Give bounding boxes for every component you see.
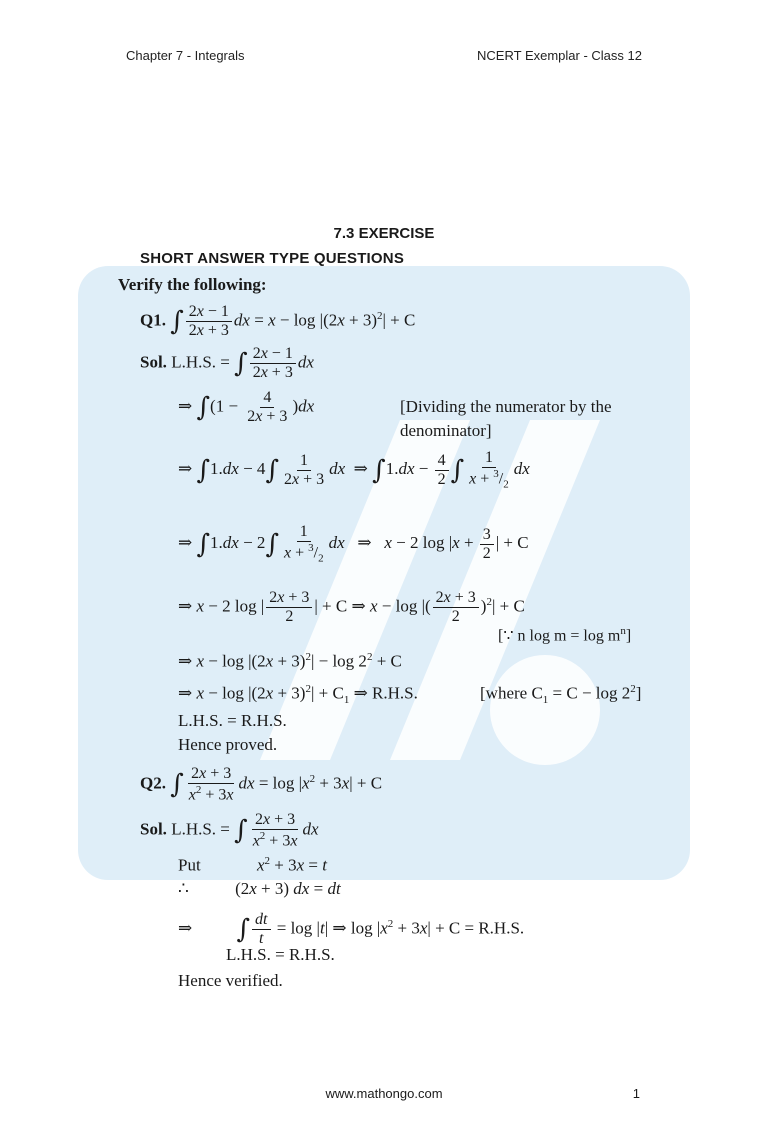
q2-sol-label: Sol.	[140, 819, 167, 839]
q2-therefore: ∴ (2x + 3) dx = dt	[178, 879, 341, 898]
q1-statement: Q1. ∫ $\frac{2x - 1}{2x + 3}$ dx = $x - \log |(2x + 3)^2| + C$	[140, 303, 416, 339]
q2-lhs-rhs: L.H.S. = R.H.S.	[226, 945, 335, 964]
q1-note-divide-2: denominator]	[400, 421, 492, 440]
section-subtitle: SHORT ANSWER TYPE QUESTIONS	[140, 250, 405, 267]
q1-sol-label: Sol.	[140, 352, 167, 372]
q1-step-4: ⇒ x − 2 log | $\frac{2x + 3}{2}$ | + C ⇒ x − log |( $\frac{2x + 3}{2}$ )$^2$| + C	[178, 589, 525, 625]
q1-step-6: ⇒ $x - \log |(2x + 3)^2| + C_1$ ⇒ R.H.S.	[178, 683, 418, 707]
q1-note-log: [∵ n $\log m = \log m^n$]	[498, 625, 632, 645]
q1-lhs-rhs: L.H.S. = R.H.S.	[178, 711, 287, 730]
q2-sol-line: Sol. L.H.S. = ∫ $\frac{2x + 3}{x^2 + 3x}$ dx	[140, 811, 319, 850]
q2-statement: Q2. ∫ $\frac{2x + 3}{x^2 + 3x}$ dx = $\log |x^2 + 3x| + C$	[140, 765, 383, 804]
q1-hence: Hence proved.	[178, 735, 278, 754]
q2-label: Q2.	[140, 773, 166, 793]
q2-put: Put $x^2 + 3x = t$	[178, 855, 327, 875]
q2-hence: Hence verified.	[178, 971, 283, 990]
q1-note-c1: [where $C_1 = C - \log 2^2$]	[480, 683, 642, 707]
intro-text: Verify the following:	[118, 275, 267, 294]
q1-note-divide-1: [Dividing the numerator by the	[400, 397, 612, 416]
page-number: 1	[632, 1086, 640, 1101]
q1-step-2: ⇒ ∫1.dx − 4∫ $\frac{1}{2x + 3}$ dx ⇒ ∫1.dx − $\frac{4}{2}$ ∫ $\frac{1}{x + ^3/_2}$ dx	[178, 449, 530, 491]
q1-step-5: ⇒ $x - \log |(2x + 3)^2| - \log 2^2 + C$	[178, 651, 402, 671]
section-title: 7.3 EXERCISE	[333, 225, 435, 242]
q1-label: Q1.	[140, 310, 166, 330]
book-header: NCERT Exemplar - Class 12	[477, 48, 642, 63]
q1-step-1: ⇒ ∫(1 − $\frac{4}{2x + 3}$ )dx	[178, 389, 315, 425]
footer-site: www.mathongo.com	[325, 1086, 443, 1101]
q1-step-3: ⇒ ∫1.dx − 2∫ $\frac{1}{x + ^3/_2}$ dx ⇒ x − 2 log |x + $\frac{3}{2}$ | + C	[178, 523, 529, 565]
q1-sol-line: Sol. L.H.S. = ∫ $\frac{2x - 1}{2x + 3}$ dx	[140, 345, 314, 381]
chapter-header: Chapter 7 - Integrals	[126, 48, 245, 63]
q2-step-1: ⇒ ∫ $\frac{dt}{t}$ = log |t| ⇒ $\log |x^2 + 3x| + C = R.H.S$.	[178, 911, 525, 947]
